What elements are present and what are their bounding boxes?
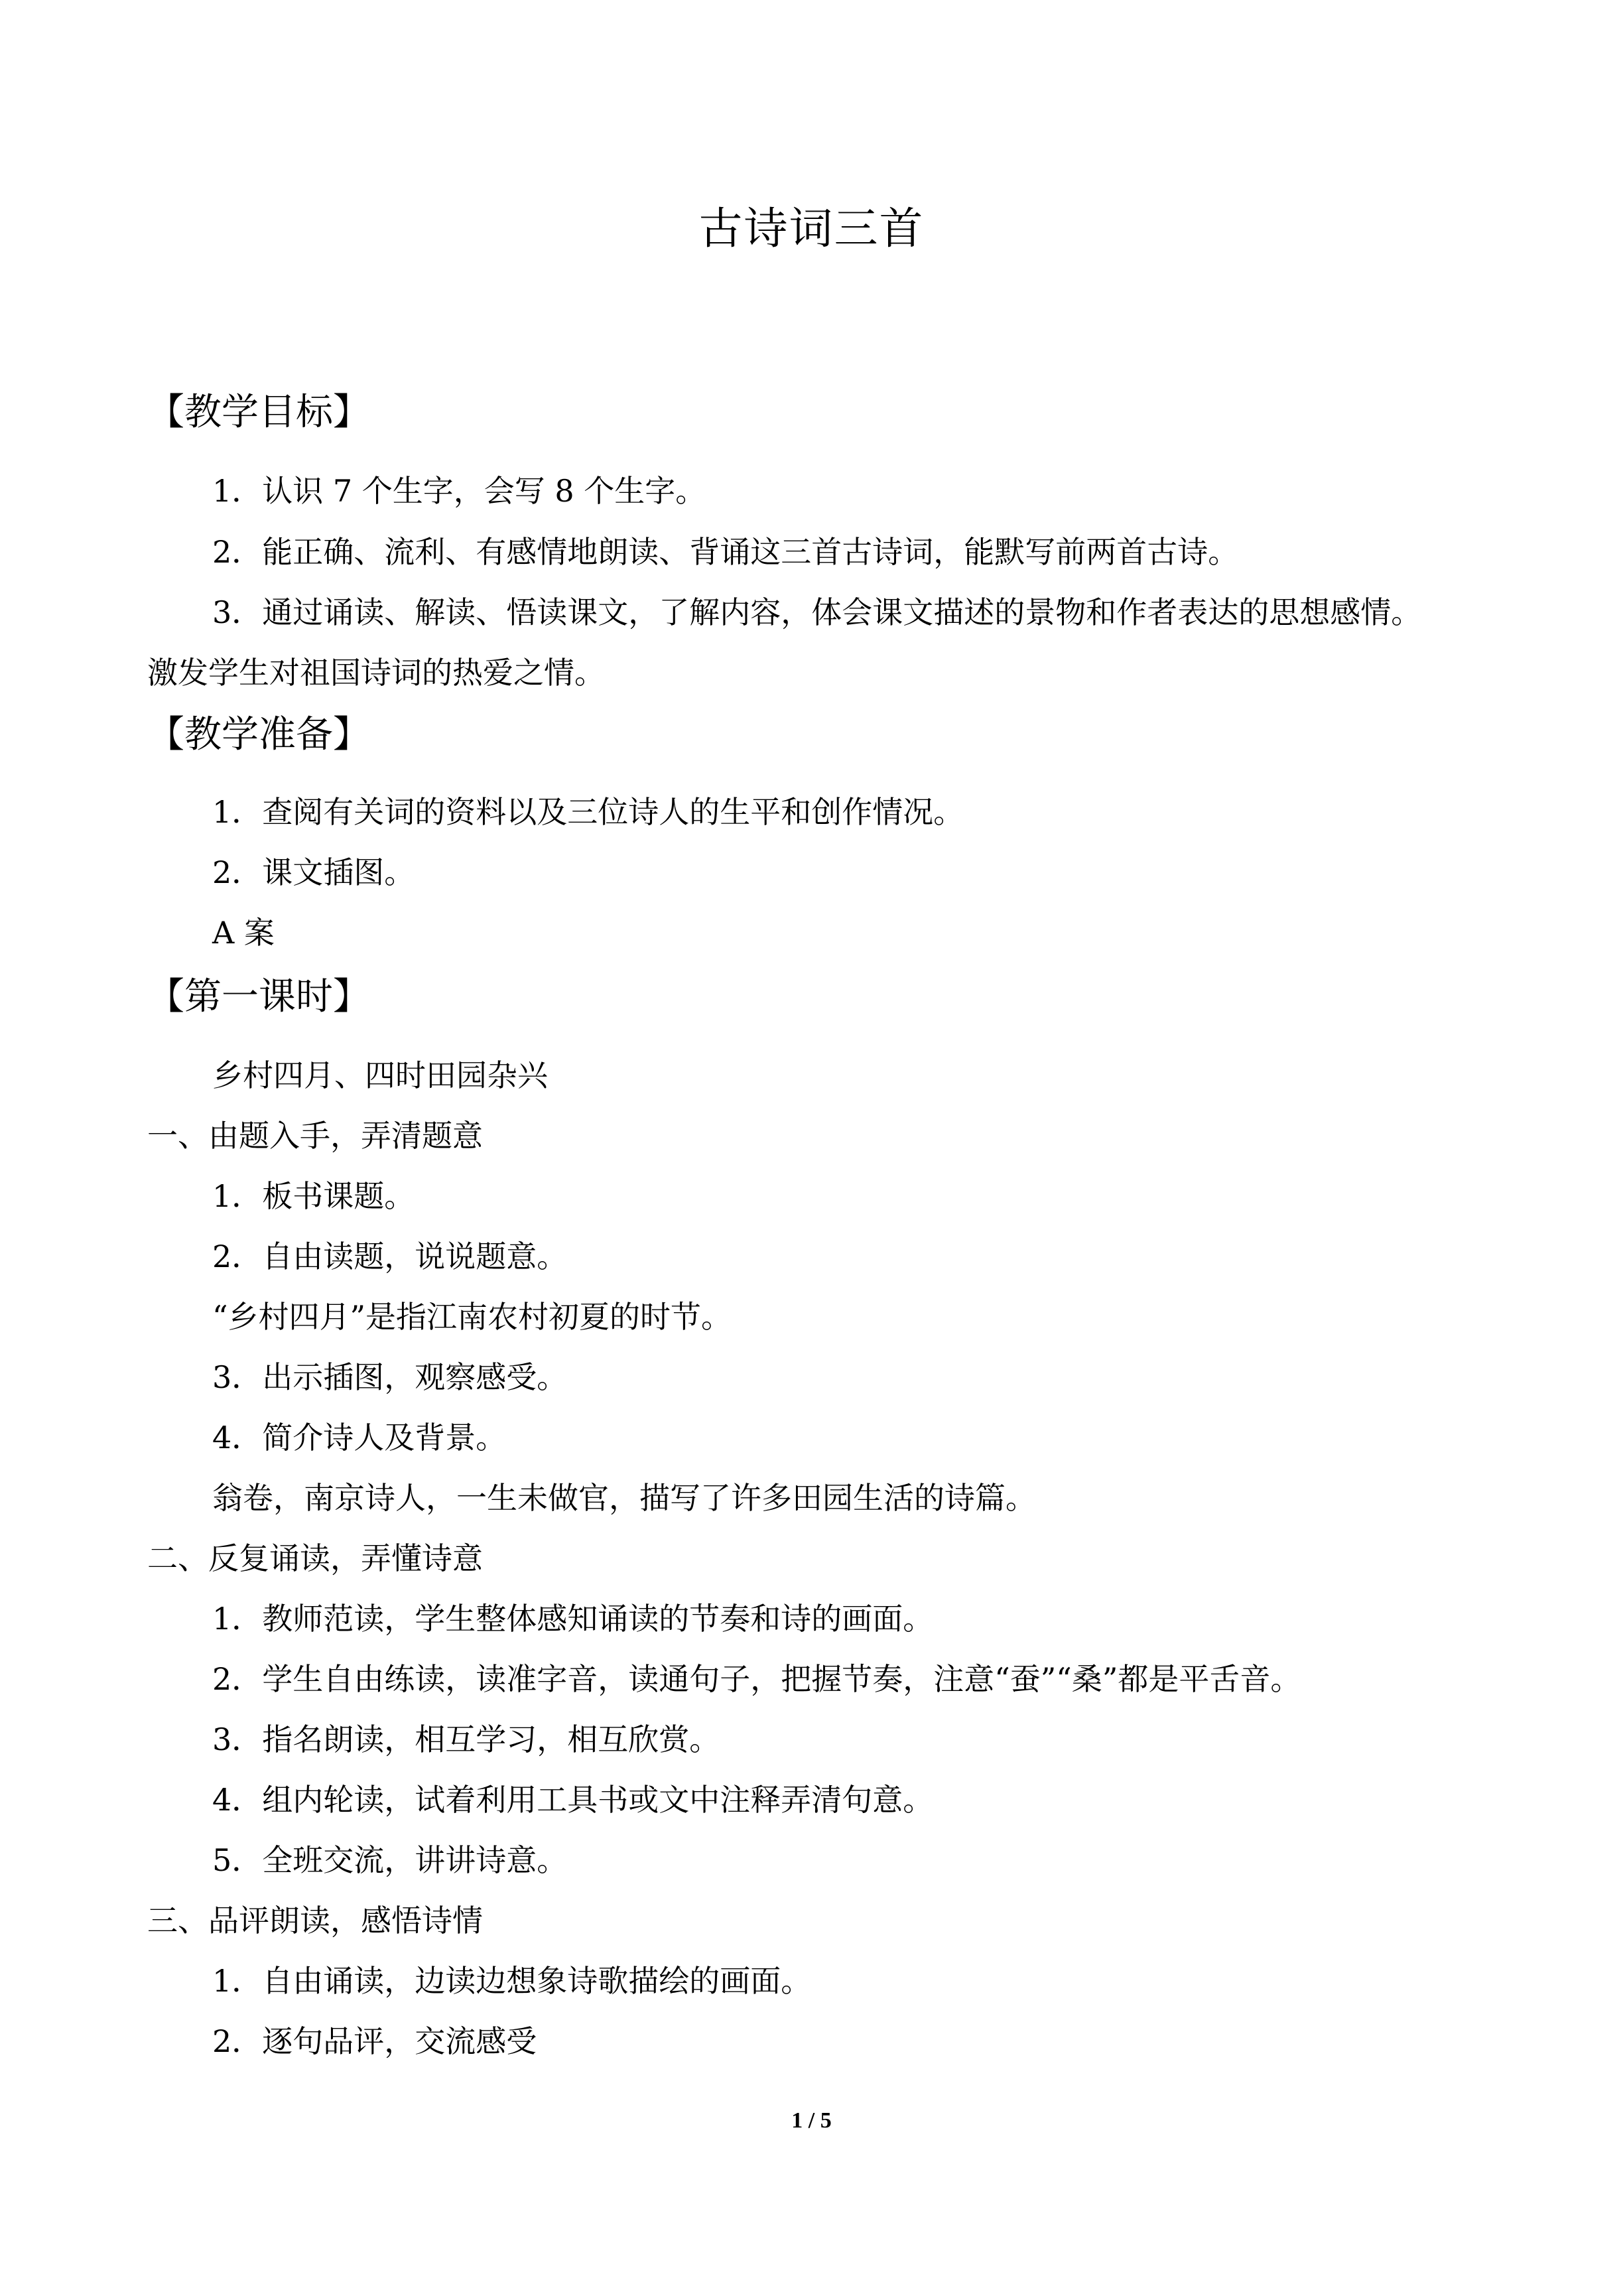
- part2-title: 二、反复诵读，弄懂诗意: [147, 1540, 483, 1576]
- part1-note-1: “乡村四月”是指江南农村初夏的时节。: [212, 1299, 732, 1335]
- part3-item-2: 2．逐句品评，交流感受: [212, 2023, 537, 2059]
- page-number: 1 / 5: [791, 2108, 832, 2133]
- section-heading-prep: 【教学准备】: [147, 713, 370, 756]
- goal-item-2: 2．能正确、流利、有感情地朗读、背诵这三首古诗词，能默写前两首古诗。: [212, 534, 1239, 570]
- part1-item-1: 1．板书课题。: [212, 1178, 415, 1214]
- goal-item-3-continued: 激发学生对祖国诗词的热爱之情。: [147, 655, 605, 691]
- part1-title: 一、由题入手，弄清题意: [147, 1118, 483, 1154]
- goal-item-1: 1．认识 7 个生字，会写 8 个生字。: [212, 473, 706, 509]
- part1-item-2: 2．自由读题，说说题意。: [212, 1239, 568, 1274]
- part2-item-2: 2．学生自由练读，读准字音，读通句子，把握节奏，注意“蚕”“桑”都是平舌音。: [212, 1661, 1301, 1697]
- part2-item-4: 4．组内轮读，试着利用工具书或文中注释弄清句意。: [212, 1782, 934, 1818]
- part2-item-1: 1．教师范读，学生整体感知诵读的节奏和诗的画面。: [212, 1601, 934, 1637]
- part1-item-4: 4．简介诗人及背景。: [212, 1420, 507, 1455]
- prep-plan-label: A 案: [212, 915, 275, 951]
- part3-title: 三、品评朗读，感悟诗情: [147, 1903, 483, 1938]
- section-heading-goals: 【教学目标】: [147, 391, 370, 434]
- document-title: 古诗词三首: [698, 203, 925, 254]
- section-heading-lesson1: 【第一课时】: [147, 975, 370, 1018]
- goal-item-3: 3．通过诵读、解读、悟读课文，了解内容，体会课文描述的景物和作者表达的思想感情。: [212, 594, 1422, 630]
- part1-note-2: 翁卷，南京诗人，一生未做官，描写了许多田园生活的诗篇。: [212, 1480, 1036, 1516]
- part1-item-3: 3．出示插图，观察感受。: [212, 1359, 568, 1395]
- part2-item-3: 3．指名朗读，相互学习，相互欣赏。: [212, 1722, 720, 1757]
- prep-item-2: 2．课文插图。: [212, 854, 415, 890]
- part3-item-1: 1．自由诵读，边读边想象诗歌描绘的画面。: [212, 1963, 812, 1999]
- prep-item-1: 1．查阅有关词的资料以及三位诗人的生平和创作情况。: [212, 794, 964, 830]
- part2-item-5: 5．全班交流，讲讲诗意。: [212, 1842, 568, 1878]
- lesson1-subtitle: 乡村四月、四时田园杂兴: [212, 1057, 548, 1093]
